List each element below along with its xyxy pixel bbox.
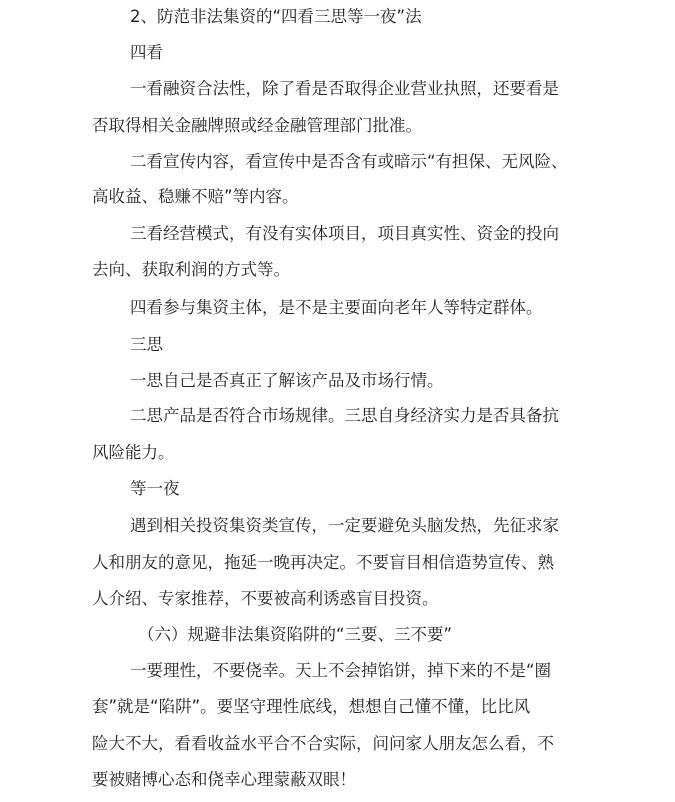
paragraph-line: 否取得相关金融牌照或经金融管理部门批准。 [92,116,422,135]
paragraph-line: 险大不大，看看收益水平合不合实际，问问家人朋友怎么看，不 [92,734,554,753]
paragraph-line: 高收益、稳赚不赔”等内容。 [92,187,299,206]
paragraph-line: 风险能力。 [92,443,175,462]
paragraph-line: 四看参与集资主体，是不是主要面向老年人等特定群体。 [130,298,543,317]
paragraph-line: 一思自己是否真正了解该产品及市场行情。 [130,371,444,390]
section-heading: 2、防范非法集资的“四看三思等一夜”法 [130,7,422,26]
paragraph-line: 三看经营模式，有没有实体项目，项目真实性、资金的投向 [130,224,559,243]
subheading-four-looks: 四看 [130,43,163,62]
paragraph-line: 一看融资合法性，除了看是否取得企业营业执照，还要看是 [130,79,559,98]
paragraph-line: 二思产品是否符合市场规律。三思自身经济实力是否具备抗 [130,406,559,425]
subheading-three-thoughts: 三思 [130,335,163,354]
paragraph-line: 一要理性，不要侥幸。天上不会掉馅饼，掉下来的不是“圈 [130,661,552,680]
paragraph-line: 要被赌博心态和侥幸心理蒙蔽双眼！ [92,770,356,789]
section-heading-six: （六）规避非法集资陷阱的“三要、三不要” [138,625,453,644]
paragraph-line: 遇到相关投资集资类宣传，一定要避免头脑发热，先征求家 [130,516,559,535]
paragraph-line: 二看宣传内容，看宣传中是否含有或暗示“有担保、无风险、 [130,152,568,171]
paragraph-line: 套”就是“陷阱”。要坚守理性底线，想想自己懂不懂，比比风 [92,697,531,716]
paragraph-line: 人和朋友的意见，拖延一晚再决定。不要盲目相信造势宣传、熟 [92,553,554,572]
subheading-wait-one-night: 等一夜 [130,479,180,498]
paragraph-line: 去向、获取利润的方式等。 [92,260,290,279]
paragraph-line: 人介绍、专家推荐，不要被高利诱惑盲目投资。 [92,589,439,608]
